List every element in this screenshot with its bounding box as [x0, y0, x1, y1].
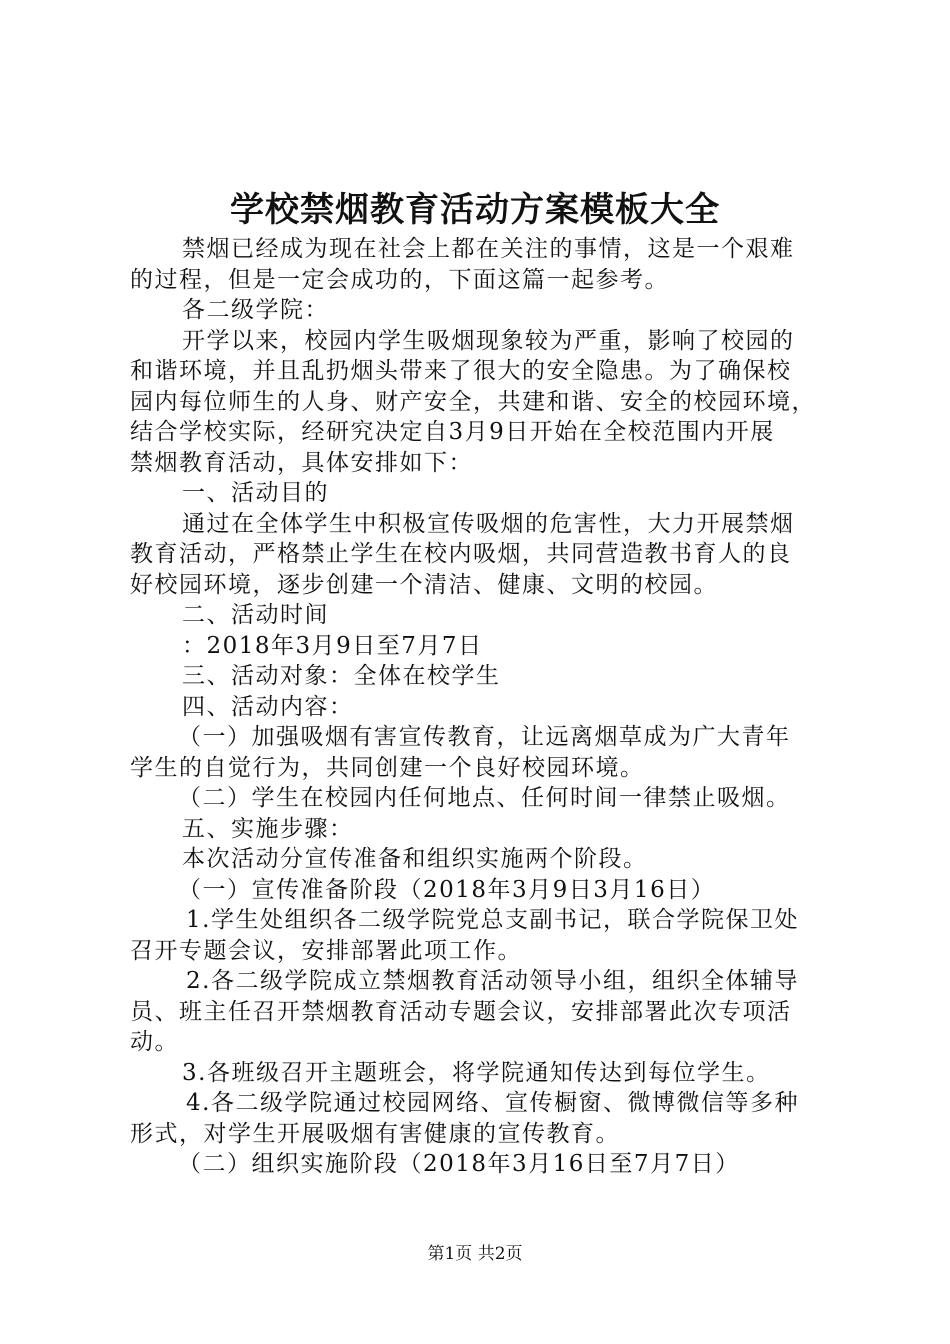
paragraph-line: 4.各二级学院通过校园网络、宣传橱窗、微博微信等多种 — [186, 1090, 799, 1116]
paragraph-line: （二）学生在校园内任何地点、任何时间一律禁止吸烟。 — [178, 785, 791, 811]
paragraph-line: 结合学校实际，经研究决定自3月9日开始在全校范围内开展 — [130, 419, 775, 445]
paragraph-line: 通过在全体学生中积极宣传吸烟的危害性，大力开展禁烟 — [182, 510, 795, 537]
paragraph-line: 好校园环境，逐步创建一个清洁、健康、文明的校园。 — [130, 571, 718, 598]
document-body — [130, 234, 830, 1180]
paragraph-line: 形式，对学生开展吸烟有害健康的宣传教育。 — [130, 1120, 620, 1147]
paragraph-line: 禁烟教育活动，具体安排如下： — [130, 449, 473, 476]
section-heading: 二、活动时间 — [182, 602, 329, 628]
paragraph-line: 和谐环境，并且乱扔烟头带来了很大的安全隐患。为了确保校 — [130, 358, 792, 384]
section-heading: 三、活动对象：全体在校学生 — [182, 663, 501, 689]
paragraph-line: 园内每位师生的人身、财产安全，共建和谐、安全的校园环境， — [130, 388, 816, 415]
paragraph-line: 召开专题会议，安排部署此项工作。 — [130, 937, 522, 964]
paragraph-line: 2.各二级学院成立禁烟教育活动领导小组，组织全体辅导 — [186, 968, 799, 994]
paragraph-line: 学生的自觉行为，共同创建一个良好校园环境。 — [130, 754, 645, 781]
paragraph-line: 教育活动，严格禁止学生在校内吸烟，共同营造教书育人的良 — [130, 541, 792, 567]
section-heading: 一、活动目的 — [182, 480, 329, 506]
section-heading: 五、实施步骤： — [182, 815, 354, 842]
paragraph-line: 1.学生处组织各二级学院党总支副书记，联合学院保卫处 — [186, 907, 799, 933]
paragraph-line: 员、班主任召开禁烟教育活动专题会议，安排部署此次专项活 — [130, 998, 792, 1025]
subsection-heading: （二）组织实施阶段（2018年3月16日至7月7日） — [178, 1151, 740, 1177]
paragraph-line: 各二级学院： — [182, 297, 329, 323]
document-title: 学校禁烟教育活动方案模板大全 — [230, 190, 720, 230]
paragraph-line: ：2018年3月9日至7月7日 — [182, 632, 483, 659]
paragraph-line: （一）加强吸烟有害宣传教育，让远离烟草成为广大青年 — [178, 724, 791, 750]
paragraph-line: 开学以来，校园内学生吸烟现象较为严重，影响了校园的 — [182, 327, 795, 354]
section-heading: 四、活动内容： — [182, 693, 354, 720]
paragraph-line: 禁烟已经成为现在社会上都在关注的事情，这是一个艰难 — [182, 236, 795, 262]
page-footer: 第1页 共2页 — [427, 1244, 523, 1264]
paragraph-line: 3.各班级召开主题班会，将学院通知传达到每位学生。 — [182, 1059, 771, 1086]
paragraph-line: 本次活动分宣传准备和组织实施两个阶段。 — [182, 846, 648, 872]
paragraph-line: 的过程，但是一定会成功的，下面这篇一起参考。 — [130, 266, 669, 293]
subsection-heading: （一）宣传准备阶段（2018年3月9日3月16日） — [178, 876, 716, 903]
paragraph-line: 动。 — [130, 1029, 179, 1055]
